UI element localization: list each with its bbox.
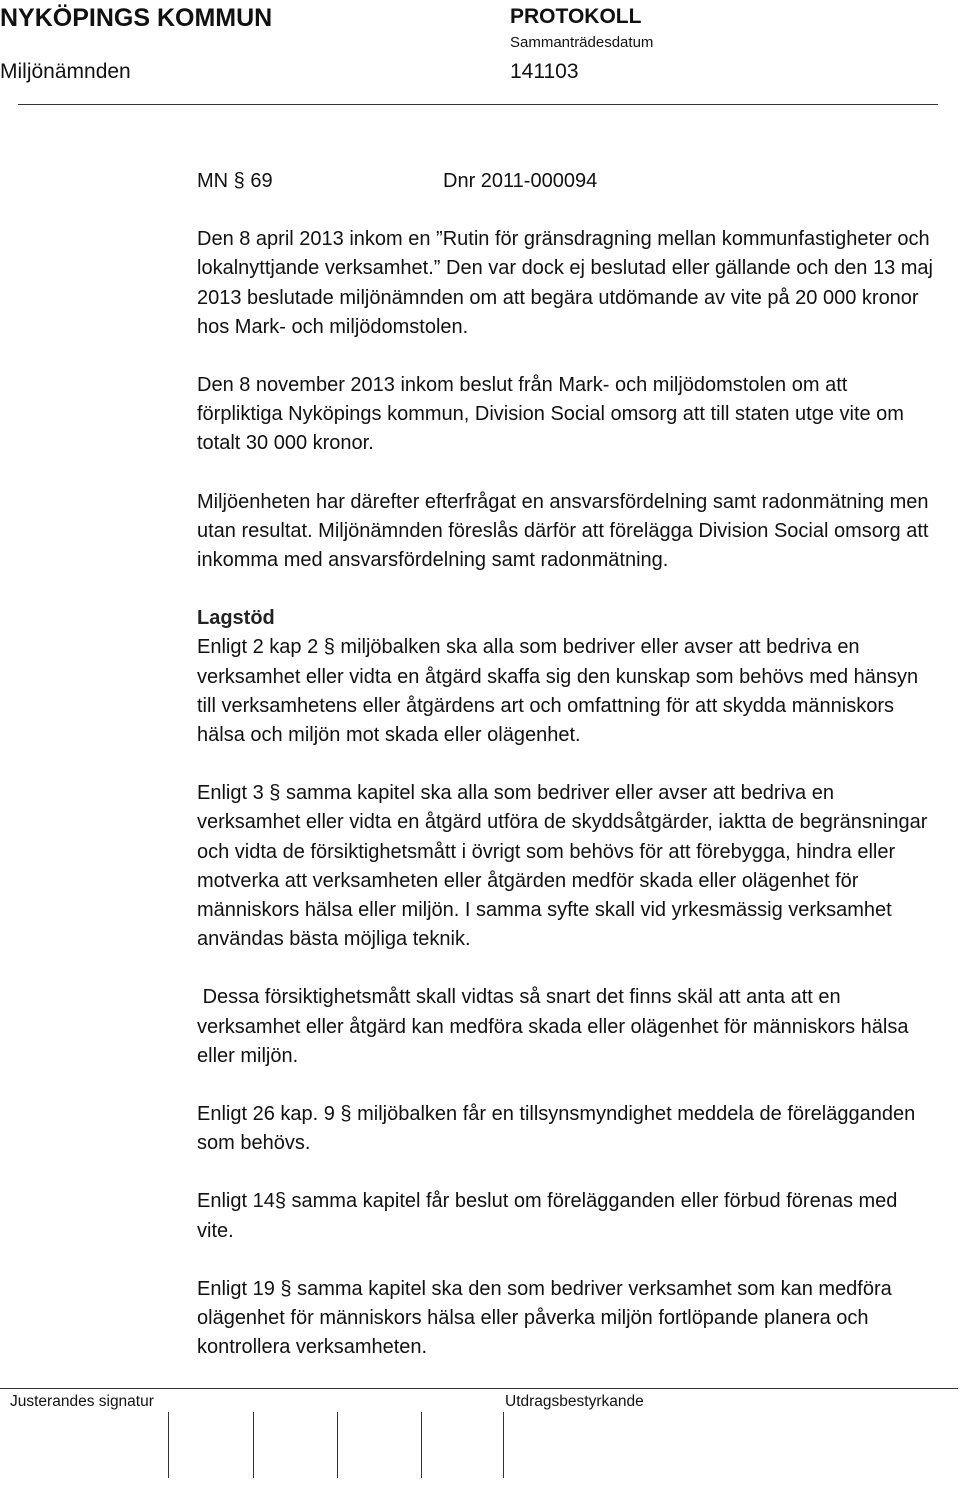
header-divider <box>18 104 938 105</box>
signature-box-divider <box>168 1412 169 1478</box>
meeting-date: 141103 <box>510 60 579 83</box>
section-heading-lagstod: Lagstöd <box>197 607 275 630</box>
document-type: PROTOKOLL <box>510 5 642 28</box>
signature-footer <box>0 1388 960 1488</box>
signature-box-divider <box>503 1412 504 1478</box>
signature-box-divider <box>421 1412 422 1478</box>
certification-label: Utdragsbestyrkande <box>505 1393 644 1410</box>
committee-name: Miljönämnden <box>0 60 131 83</box>
legal-paragraph: Enligt 2 kap 2 § miljöbalken ska alla som bedriver eller avser att bedriva en verksamhet eller vidta en åtgärd skaffa sig den kunskap som behövs med hänsyn till verksamhetens eller åtgärdens art och omfattning för att skydda människors hälsa och miljön mot skada eller olägenhet. <box>197 636 919 747</box>
case-reference <box>197 167 937 196</box>
meeting-date-label: Sammanträdesdatum <box>510 34 654 51</box>
diary-number: Dnr 2011-000094 <box>443 170 598 192</box>
signature-box-divider <box>253 1412 254 1478</box>
signature-label: Justerandes signatur <box>10 1393 154 1410</box>
body-paragraph: Miljöenheten har därefter efterfrågat en ansvarsfördelning samt radonmätning men utan resultat. Miljönämnden föreslås därför att förelägga Division Social omsorg att inkomma med ansvarsfördelning samt radonmätning. <box>197 490 929 572</box>
legal-paragraph: Enligt 3 § samma kapitel ska alla som bedriver eller avser att bedriva en verksamhet eller vidta en åtgärd utföra de skyddsåtgärder, iaktta de begränsningar och vidta de försiktighetsmått i övrigt som behövs för att förebygga, hindra eller motverka att verksamheten eller åtgärden medför skada eller olägenhet för människors hälsa eller miljön. I samma syfte skall vid yrkesmässig verksamhet användas bästa möjliga teknik. <box>197 782 928 951</box>
legal-paragraph: Enligt 26 kap. 9 § miljöbalken får en tillsynsmyndighet meddela de förelägganden som behövs. <box>197 1103 916 1155</box>
document-body <box>197 167 937 1363</box>
legal-paragraph: Dessa försiktighetsmått skall vidtas så snart det finns skäl att anta att en verksamhet eller åtgärd kan medföra skada eller olägenhet för människors hälsa eller miljön. <box>197 986 915 1067</box>
body-paragraph: Den 8 april 2013 inkom en ”Rutin för gränsdragning mellan kommunfastigheter och lokalnyttjande verksamhet.” Den var dock ej beslutad eller gällande och den 13 maj 2013 beslutade miljönämnden om att begära utdömande av vite på 20 000 kronor hos Mark- och miljödomstolen. <box>197 228 933 338</box>
organization-name: NYKÖPINGS KOMMUN <box>0 4 273 32</box>
case-number: MN § 69 <box>197 170 273 192</box>
legal-paragraph: Enligt 14§ samma kapitel får beslut om förelägganden eller förbud förenas med vite. <box>197 1190 898 1242</box>
body-paragraph: Den 8 november 2013 inkom beslut från Mark- och miljödomstolen om att förpliktiga Nyköpings kommun, Division Social omsorg att till staten utge vite om totalt 30 000 kronor. <box>197 374 904 455</box>
footer-divider <box>0 1388 958 1389</box>
signature-box-divider <box>337 1412 338 1478</box>
legal-paragraph: Enligt 19 § samma kapitel ska den som bedriver verksamhet som kan medföra olägenhet för människors hälsa eller påverka miljön fortlöpande planera och kontrollera verksamheten. <box>197 1277 892 1359</box>
